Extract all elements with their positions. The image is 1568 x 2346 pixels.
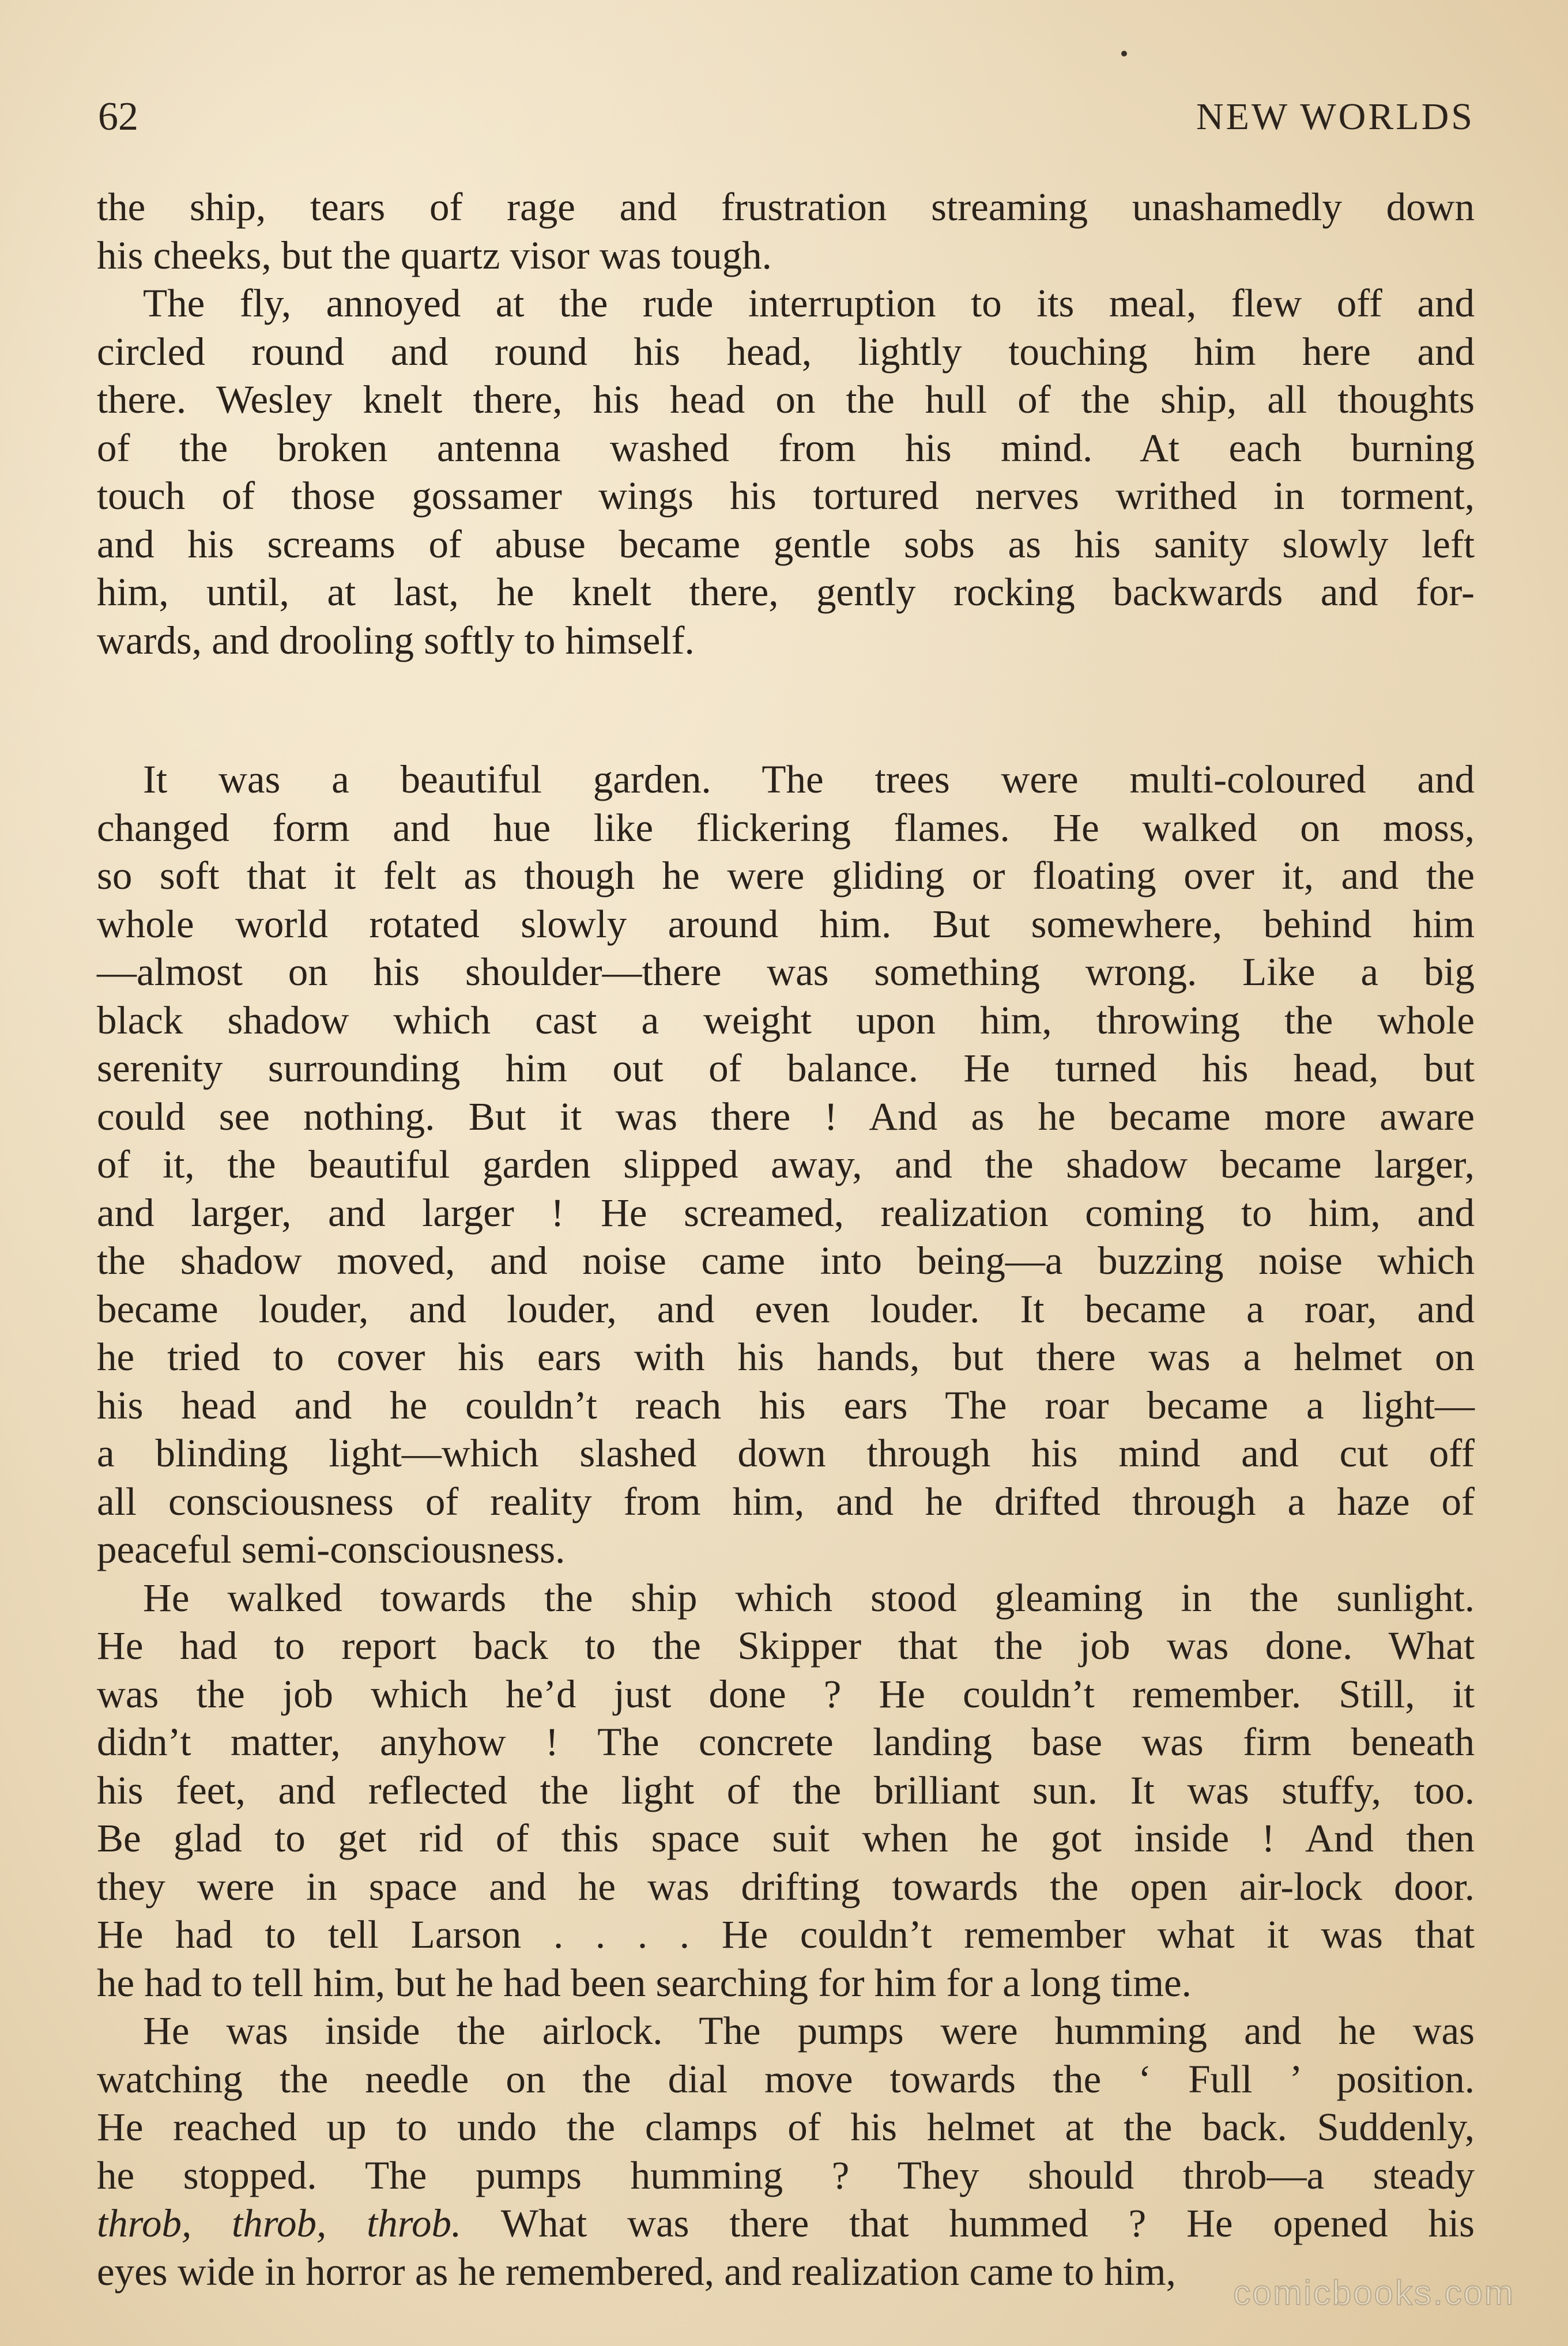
text-line: The fly, annoyed at the rude interruption to its meal, flew off and xyxy=(143,281,1475,325)
text-line: the shadow moved, and noise came into being—a buzzing noise which xyxy=(97,1239,1475,1283)
page-header xyxy=(98,85,1475,149)
text-line: his cheeks, but the quartz visor was tough. xyxy=(97,233,772,277)
text-line: He had to report back to the Skipper that the job was done. What xyxy=(97,1624,1475,1668)
emphasis: throb, throb, throb. xyxy=(97,2201,462,2245)
text-line: he had to tell him, but he had been searching for him for a long time. xyxy=(97,1960,1192,2005)
page-number: 62 xyxy=(98,95,138,139)
section-break xyxy=(97,665,1475,756)
text-line: the ship, tears of rage and frustration streaming unashamedly down xyxy=(97,185,1475,229)
text-line: wards, and drooling softly to himself. xyxy=(97,618,695,662)
text-line: and larger, and larger ! He screamed, realization coming to him, and xyxy=(97,1190,1475,1235)
body-text xyxy=(97,183,1475,2296)
text-line: he stopped. The pumps humming ? They should throb—a steady xyxy=(97,2153,1475,2197)
text-line: black shadow which cast a weight upon him, throwing the whole xyxy=(97,998,1475,1042)
text-line: He was inside the airlock. The pumps were humming and he was xyxy=(143,2009,1475,2053)
text-line: He reached up to undo the clamps of his helmet at the back. Suddenly, xyxy=(97,2105,1475,2149)
text-line: whole world rotated slowly around him. But somewhere, behind him xyxy=(97,902,1475,946)
text-line: he tried to cover his ears with his hands, but there was a helmet on xyxy=(97,1335,1475,1379)
text-line: changed form and hue like flickering flames. He walked on moss, xyxy=(97,805,1475,850)
text-line: circled round and round his head, lightly touching him here and xyxy=(97,329,1475,374)
text-line: It was a beautiful garden. The trees were multi-coloured and xyxy=(143,757,1475,801)
text-line: eyes wide in horror as he remembered, and realization came to him, xyxy=(97,2249,1176,2294)
text-line: a blinding light—which slashed down through his mind and cut off xyxy=(97,1431,1475,1475)
watermark: comicbooks.com xyxy=(1233,2273,1515,2312)
text-line: serenity surrounding him out of balance. He turned his head, but xyxy=(97,1046,1475,1090)
text-line: peaceful semi-consciousness. xyxy=(97,1527,566,1571)
text-line: of the broken antenna washed from his mind. At each burning xyxy=(97,425,1475,470)
text-line: didn’t matter, anyhow ! The concrete landing base was firm beneath xyxy=(97,1720,1475,1764)
text-line: touch of those gossamer wings his tortured nerves writhed in torment, xyxy=(97,474,1475,518)
text-line: watching the needle on the dial move towards the ‘ Full ’ position. xyxy=(97,2057,1475,2101)
paragraph xyxy=(97,2007,1475,2296)
text-line: there. Wesley knelt there, his head on the hull of the ship, all thoughts xyxy=(97,378,1475,421)
text-line: him, until, at last, he knelt there, gently rocking backwards and for- xyxy=(97,570,1475,614)
text-line: He walked towards the ship which stood gleaming in the sunlight. xyxy=(143,1575,1475,1620)
text-line: He had to tell Larson . . . . He couldn’t remember what it was that xyxy=(97,1913,1475,1956)
text-line: —almost on his shoulder—there was something wrong. Like a big xyxy=(97,950,1475,994)
running-title: NEW WORLDS xyxy=(1196,96,1475,138)
text-line: could see nothing. But it was there ! And as he became more aware xyxy=(97,1094,1475,1138)
text-line: so soft that it felt as though he were gliding or floating over it, and the xyxy=(97,854,1475,897)
ink-speck xyxy=(1121,51,1127,56)
text-line: they were in space and he was drifting towards the open air-lock door. xyxy=(97,1864,1475,1909)
text-line: all consciousness of reality from him, and he drifted through a haze of xyxy=(97,1479,1475,1523)
text-line: became louder, and louder, and even louder. It became a roar, and xyxy=(97,1287,1475,1331)
text-line: and his screams of abuse became gentle sobs as his sanity slowly left xyxy=(97,522,1475,566)
text-line: of it, the beautiful garden slipped away, and the shadow became larger, xyxy=(97,1142,1475,1186)
paragraph xyxy=(97,1574,1475,2008)
text-line: throb, throb, throb. What was there that hummed ? He opened his xyxy=(97,2201,1475,2245)
text-line: was the job which he’d just done ? He couldn’t remember. Still, it xyxy=(97,1672,1475,1716)
paragraph xyxy=(97,183,1475,280)
paragraph xyxy=(97,280,1475,665)
text-line: his head and he couldn’t reach his ears The roar became a light— xyxy=(97,1383,1475,1427)
text-line: his feet, and reflected the light of the brilliant sun. It was stuffy, too. xyxy=(97,1768,1475,1812)
paragraph xyxy=(97,756,1475,1574)
text-line: Be glad to get rid of this space suit when he got inside ! And then xyxy=(97,1816,1475,1860)
